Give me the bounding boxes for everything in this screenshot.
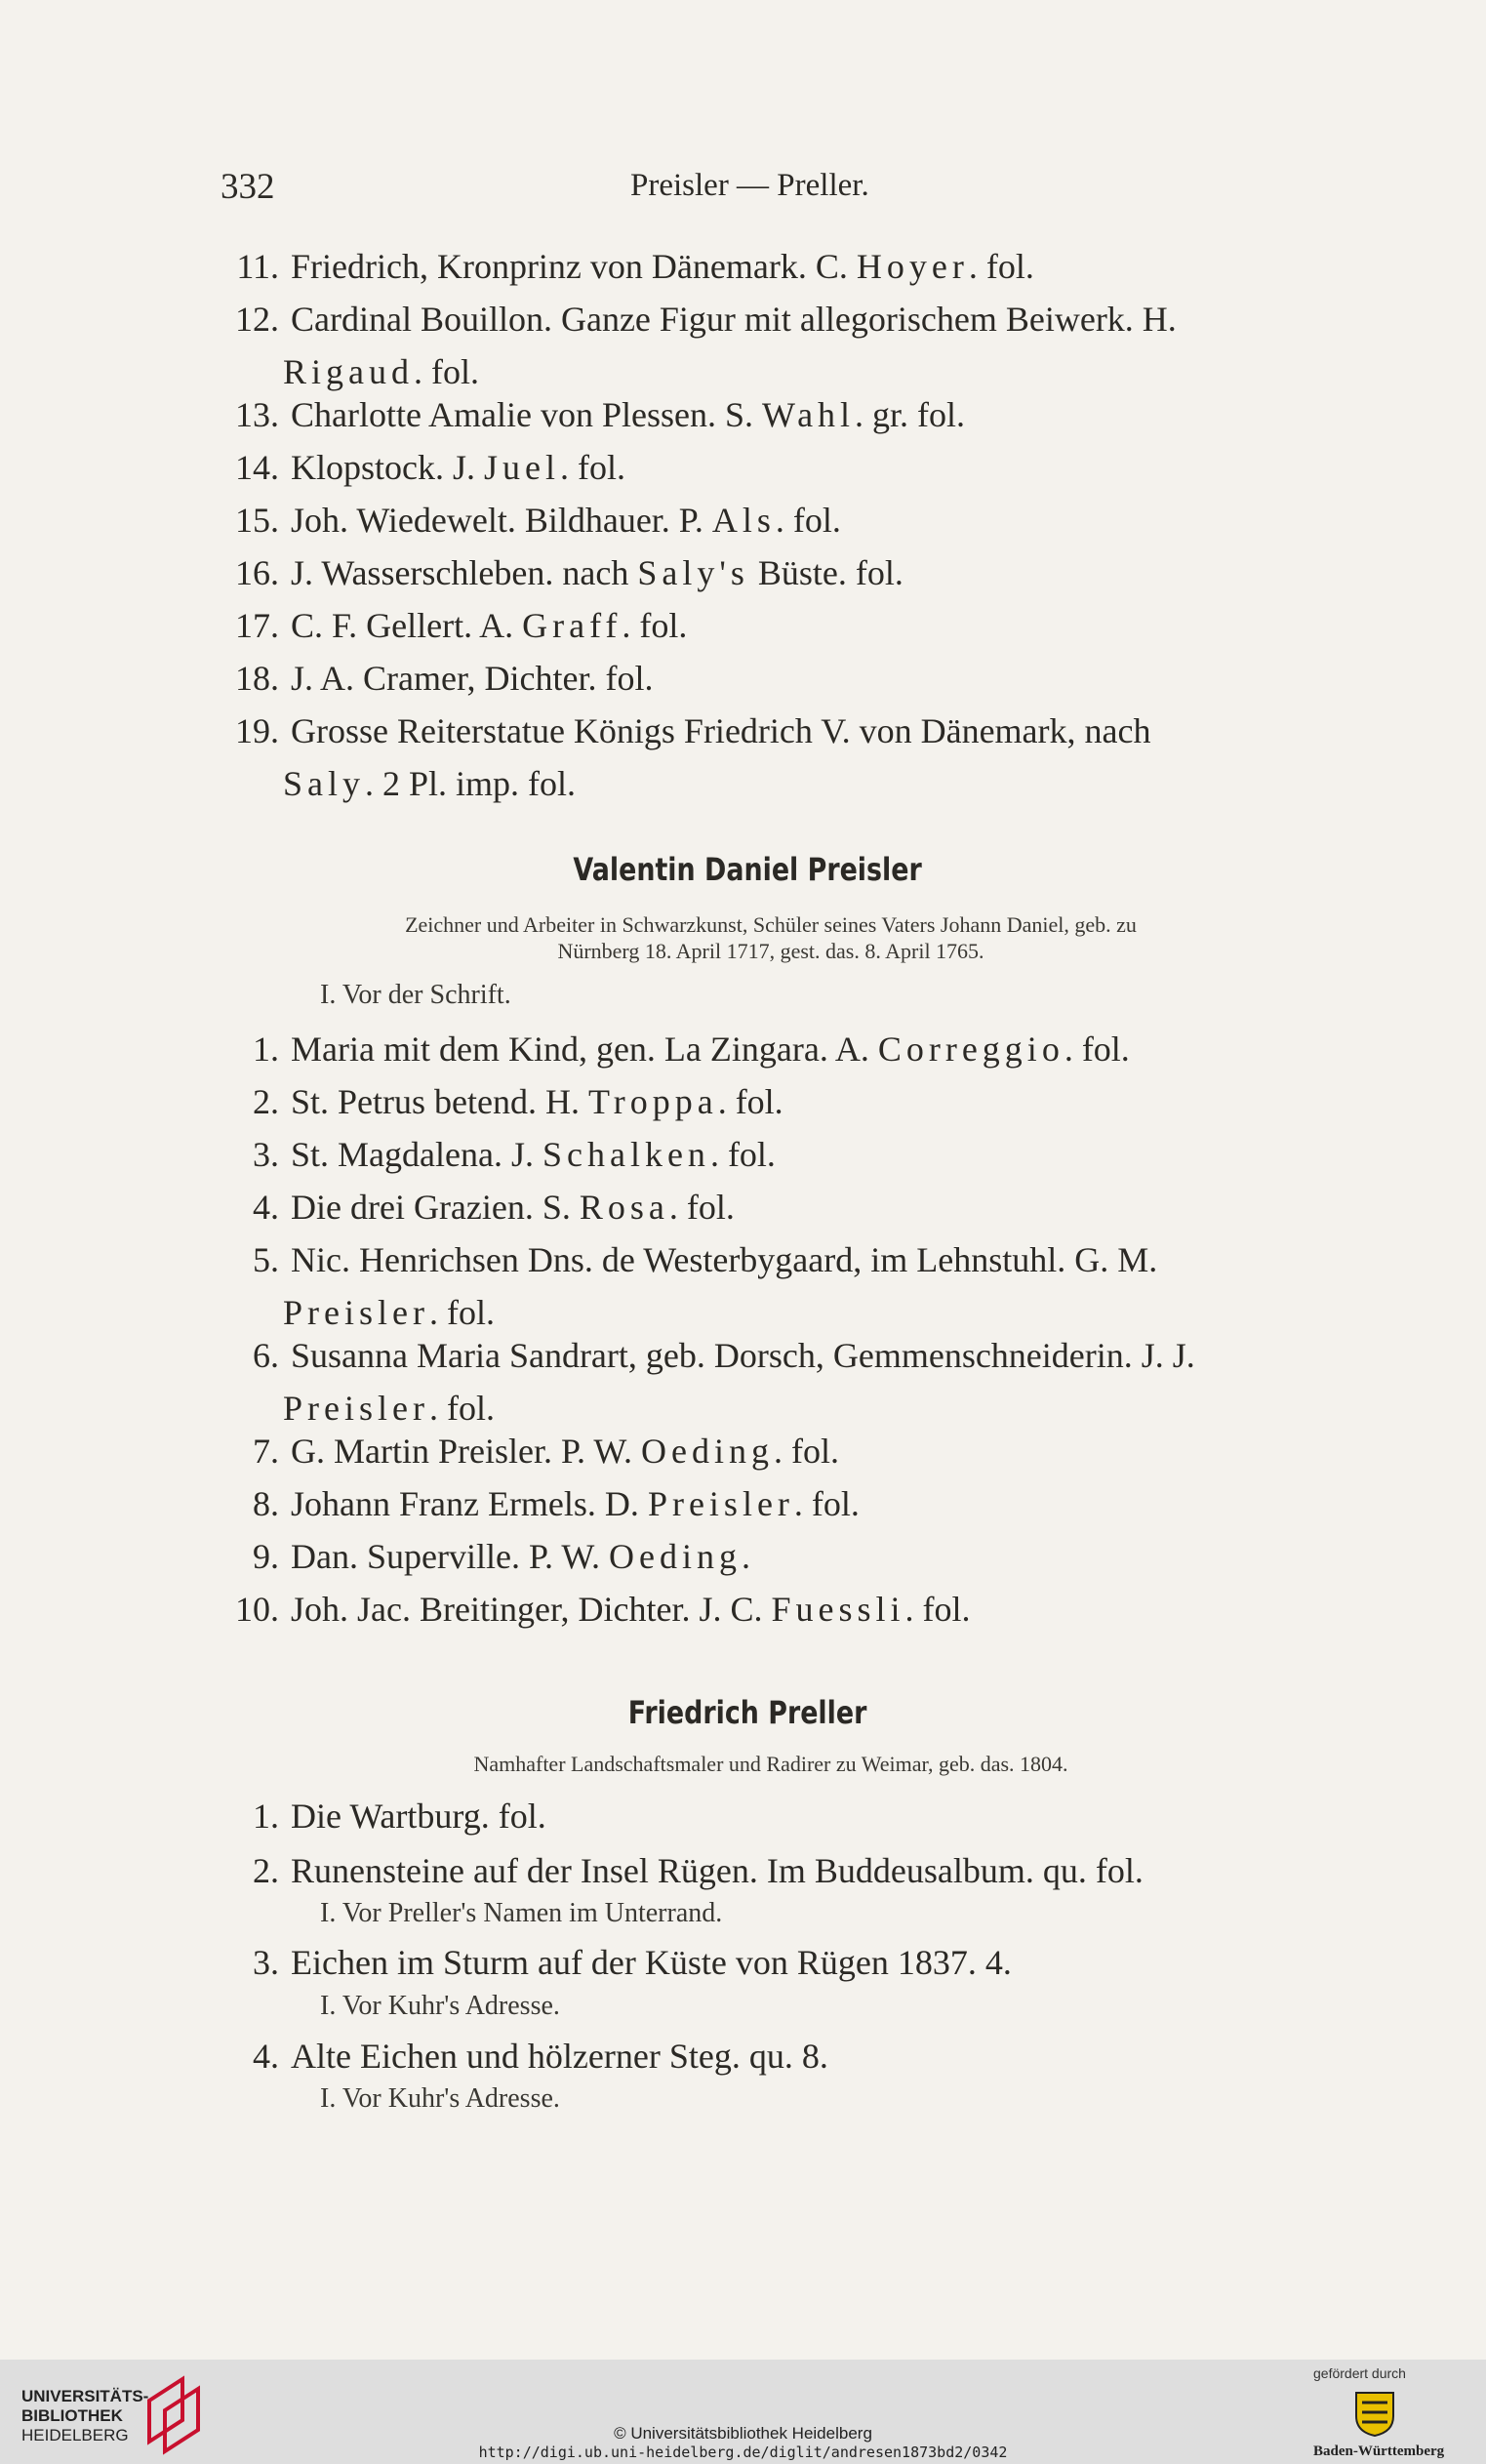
item-number: 19. xyxy=(235,711,279,750)
list-item: 13. Charlotte Amalie von Plessen. S. Wahl. gr. fol. xyxy=(221,388,1318,441)
section-heading-preller: Friedrich Preller xyxy=(627,1694,867,1731)
item-number: 6. xyxy=(253,1336,279,1375)
list-item: 19. Grosse Reiterstatue Königs Friedrich V. von Dänemark, nach Saly. 2 Pl. imp. fol. xyxy=(221,705,1318,810)
item-number: 11. xyxy=(236,247,279,286)
list-item: 11. Friedrich, Kronprinz von Dänemark. C. Hoyer. fol. xyxy=(221,240,1318,293)
item-number: 4. xyxy=(253,1188,279,1227)
list-item: 3. St. Magdalena. J. Schalken. fol. xyxy=(221,1128,1318,1181)
section-heading-preisler: Valentin Daniel Preisler xyxy=(573,851,922,888)
item-number: 2. xyxy=(253,1082,279,1121)
list-item: 12. Cardinal Bouillon. Ganze Figur mit allegorischem Beiwerk. H. Rigaud. fol. xyxy=(221,293,1318,398)
item-number: 10. xyxy=(235,1590,279,1629)
item-number: 4. xyxy=(253,2037,279,2076)
list-item: 2. St. Petrus betend. H. Troppa. fol. xyxy=(221,1075,1318,1128)
list-item: 10. Joh. Jac. Breitinger, Dichter. J. C. Fuessli. fol. xyxy=(221,1583,1318,1636)
list-item: 3. Eichen im Sturm auf der Küste von Rügen 1837. 4. xyxy=(221,1936,1318,1989)
item-number: 1. xyxy=(253,1030,279,1069)
library-logo-text: UNIVERSITÄTS- BIBLIOTHEK HEIDELBERG xyxy=(21,2387,149,2444)
item-number: 18. xyxy=(235,659,279,698)
list-item: 15. Joh. Wiedewelt. Bildhauer. P. Als. fol. xyxy=(221,494,1318,546)
list-item: 14. Klopstock. J. Juel. fol. xyxy=(221,441,1318,494)
state-note: I. Vor Preller's Namen im Unterrand. xyxy=(320,1898,723,1928)
list-item: 4. Die drei Grazien. S. Rosa. fol. xyxy=(221,1181,1318,1233)
item-number: 3. xyxy=(253,1135,279,1174)
state-note: I. Vor Kuhr's Adresse. xyxy=(320,2083,560,2114)
item-number: 3. xyxy=(253,1943,279,1982)
item-number: 15. xyxy=(235,501,279,540)
section-subtitle-preisler: Zeichner und Arbeiter in Schwarzkunst, Schüler seines Vaters Johann Daniel, geb. zu Nürnberg 18. April 1717, gest. das. 8. April 1765. xyxy=(405,912,1137,963)
item-number: 1. xyxy=(253,1797,279,1836)
list-item: 2. Runensteine auf der Insel Rügen. Im Buddeusalbum. qu. fol. xyxy=(221,1844,1318,1897)
list-item: 1. Die Wartburg. fol. xyxy=(221,1790,1318,1842)
permalink-url[interactable]: http://digi.ub.uni-heidelberg.de/diglit/andresen1873bd2/0342 xyxy=(478,2444,1008,2461)
item-number: 8. xyxy=(253,1484,279,1523)
list-item: 8. Johann Franz Ermels. D. Preisler. fol. xyxy=(221,1477,1318,1530)
list-item: 1. Maria mit dem Kind, gen. La Zingara. A. Correggio. fol. xyxy=(221,1023,1318,1075)
list-item: 18. J. A. Cramer, Dichter. fol. xyxy=(221,652,1318,705)
copyright-notice: © Universitätsbibliothek Heidelberg xyxy=(614,2424,872,2443)
state-note: I. Vor Kuhr's Adresse. xyxy=(320,1991,560,2021)
item-number: 13. xyxy=(235,395,279,434)
section-subtitle-preller: Namhafter Landschaftsmaler und Radirer zu Weimar, geb. das. 1804. xyxy=(473,1752,1068,1776)
item-number: 17. xyxy=(235,606,279,645)
item-number: 5. xyxy=(253,1240,279,1279)
item-number: 2. xyxy=(253,1851,279,1890)
state-crest-icon xyxy=(1346,2387,1403,2438)
list-item: 5. Nic. Henrichsen Dns. de Westerbygaard, im Lehnstuhl. G. M. Preisler. fol. xyxy=(221,1233,1318,1339)
page-number: 332 xyxy=(221,167,275,207)
list-item: 9. Dan. Superville. P. W. Oeding. xyxy=(221,1530,1318,1583)
digitization-footer xyxy=(0,2360,1486,2464)
list-item: 4. Alte Eichen und hölzerner Steg. qu. 8. xyxy=(221,2030,1318,2082)
list-item: 6. Susanna Maria Sandrart, geb. Dorsch, Gemmenschneiderin. J. J. Preisler. fol. xyxy=(221,1329,1318,1434)
item-number: 14. xyxy=(235,448,279,487)
item-number: 12. xyxy=(235,300,279,339)
list-item: 7. G. Martin Preisler. P. W. Oeding. fol. xyxy=(221,1425,1318,1477)
list-item: 17. C. F. Gellert. A. Graff. fol. xyxy=(221,599,1318,652)
item-number: 16. xyxy=(235,553,279,592)
running-title: Preisler — Preller. xyxy=(630,168,869,203)
item-number: 9. xyxy=(253,1537,279,1576)
item-number: 7. xyxy=(253,1432,279,1471)
funded-by-label: gefördert durch xyxy=(1313,2365,1406,2381)
list-item: 16. J. Wasserschleben. nach Saly's Büste. fol. xyxy=(221,546,1318,599)
state-label: Baden-Württemberg xyxy=(1313,2444,1445,2459)
state-note: I. Vor der Schrift. xyxy=(320,980,511,1010)
